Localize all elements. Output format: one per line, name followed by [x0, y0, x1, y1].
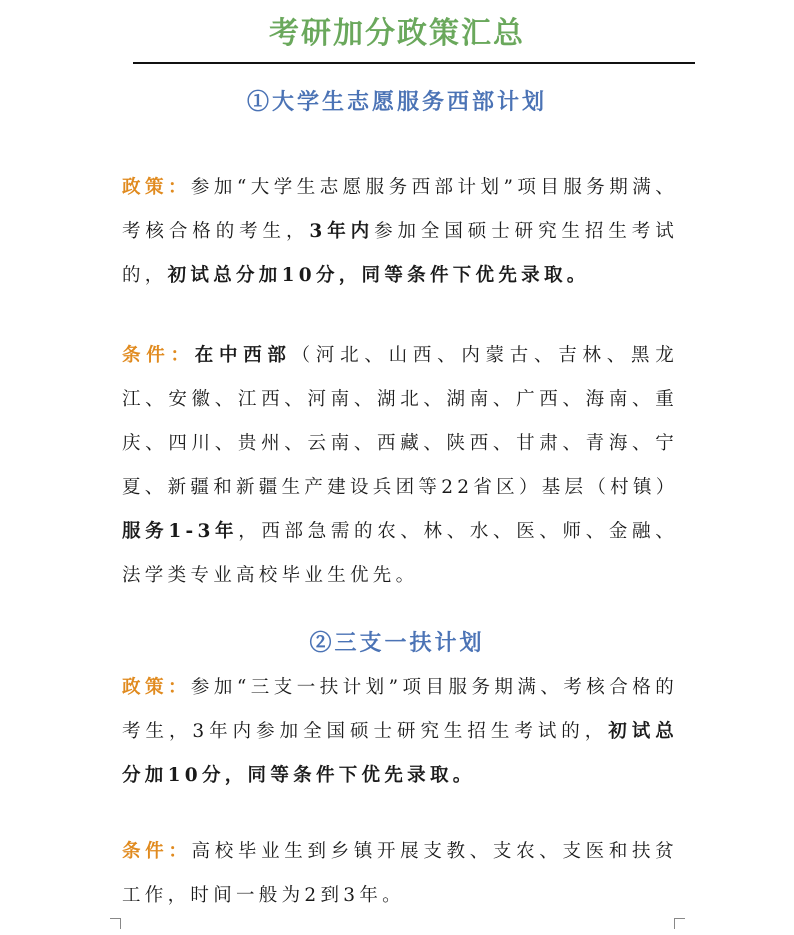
- condition-text: ，西部急需的农、林、水、医、师、金融、法学类专业高校毕业生优先。: [122, 521, 679, 586]
- policy-text: 参加全国硕士研究生招生考试的，: [122, 221, 678, 286]
- section-heading-west-plan: ①大学生志愿服务西部计划: [246, 89, 547, 115]
- condition-label: 条件：: [122, 345, 195, 366]
- page-title: 考研加分政策汇总: [269, 16, 525, 51]
- policy-text: 参加“三支一扶计划”项目服务期满、考核合格的考生，3年内参加全国硕士研究生招生考试的，: [122, 677, 678, 742]
- section-1-policy-paragraph: [122, 166, 678, 298]
- condition-bold-text: 服务1-3年: [122, 521, 239, 542]
- policy-bold-text: 初试总分加10分，同等条件下优先录取。: [167, 265, 590, 286]
- title-divider: [133, 62, 695, 64]
- page-corner-mark: [674, 918, 685, 929]
- section-1-condition-paragraph: [122, 334, 678, 598]
- condition-bold-text: 在中西部: [194, 345, 292, 366]
- policy-label: 政策：: [122, 677, 191, 698]
- section-2-policy-paragraph: [122, 666, 678, 798]
- condition-text: 高校毕业生到乡镇开展支教、支农、支医和扶贫工作，时间一般为2到3年。: [122, 841, 678, 906]
- section-heading-three-support: ②三支一扶计划: [309, 630, 485, 656]
- policy-text: 参加“大学生志愿服务西部计划”项目服务期满、考核合格的考生，: [122, 177, 678, 242]
- policy-bold-text: 初试总分加10分，同等条件下优先录取。: [122, 721, 678, 786]
- condition-label: 条件：: [122, 841, 192, 862]
- policy-label: 政策：: [122, 177, 191, 198]
- page-corner-mark: [110, 918, 121, 929]
- condition-text: （河北、山西、内蒙古、吉林、黑龙江、安徽、江西、河南、湖北、湖南、广西、海南、重庆、四川、贵州、云南、西藏、陕西、甘肃、青海、宁夏、新疆和新疆生产建设兵团等22省区）基层（村镇）: [122, 345, 679, 498]
- policy-bold-text: 3年内: [309, 221, 375, 242]
- section-2-condition-paragraph: [122, 830, 678, 918]
